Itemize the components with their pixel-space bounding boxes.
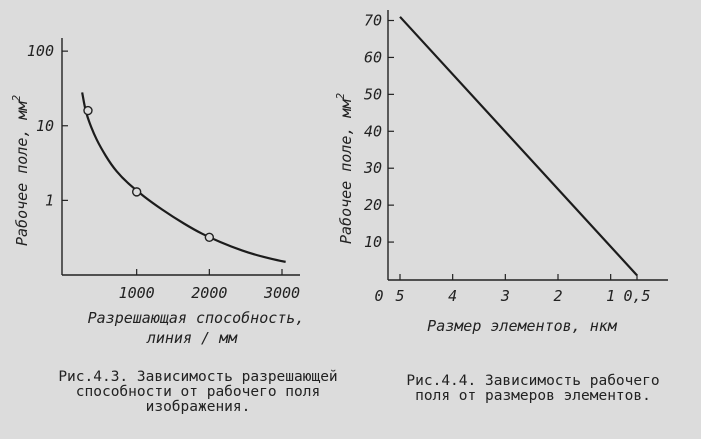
figure-caption-4-3: Рис.4.3. Зависимость разрешающей способности от рабочего поля изображения. [58,369,338,415]
x-tick-label-2: 3 [500,287,510,305]
y-tick-label-2: 60 [363,48,382,67]
y-axis-unit-sup-2: 2 [334,92,347,100]
x-origin-label-2: 0 [374,287,384,305]
figure-caption-4-4: Рис.4.4. Зависимость рабочего поля от размеров элементов. [406,373,660,404]
y-axis-label-2: Рабочее поле, $мм^2$ [334,92,355,244]
x-tick-label-2: 2 [553,287,563,305]
x-tick-label-2: 4 [448,287,458,305]
y-axis-label-1: Рабочее поле, $мм^2$ [10,94,31,246]
data-point-marker [133,188,141,196]
x-tick-label-2: 0,5 [623,287,651,305]
x-tick-label-1: 2000 [191,284,228,302]
y-tick-label-1: 10 [35,116,54,135]
y-tick-label-2: 20 [363,196,382,215]
y-tick-label-2: 50 [363,85,382,104]
x-tick-label-2: 5 [395,287,405,305]
y-tick-label-1: 1 [44,191,54,210]
x-axis-label-1b: линия / мм [146,329,238,347]
x-tick-label-2: 1 [606,287,616,305]
series-line-1 [82,92,285,261]
data-point-marker [205,233,213,241]
y-axis-unit-sup-1: 2 [10,94,23,102]
series-line-2 [400,17,637,276]
y-tick-label-2: 10 [363,233,382,252]
y-tick-label-2: 30 [363,159,382,178]
x-axis-label-1a: Разрешающая способность, [87,309,305,327]
y-tick-label-1: 100 [26,42,54,61]
y-tick-label-2: 40 [363,122,382,141]
x-tick-label-1: 3000 [263,284,301,302]
data-point-marker [84,107,92,115]
x-tick-label-1: 1000 [118,284,155,302]
x-axis-label-2: Размер элементов, нкм [427,317,617,335]
y-tick-label-2: 70 [363,11,382,30]
